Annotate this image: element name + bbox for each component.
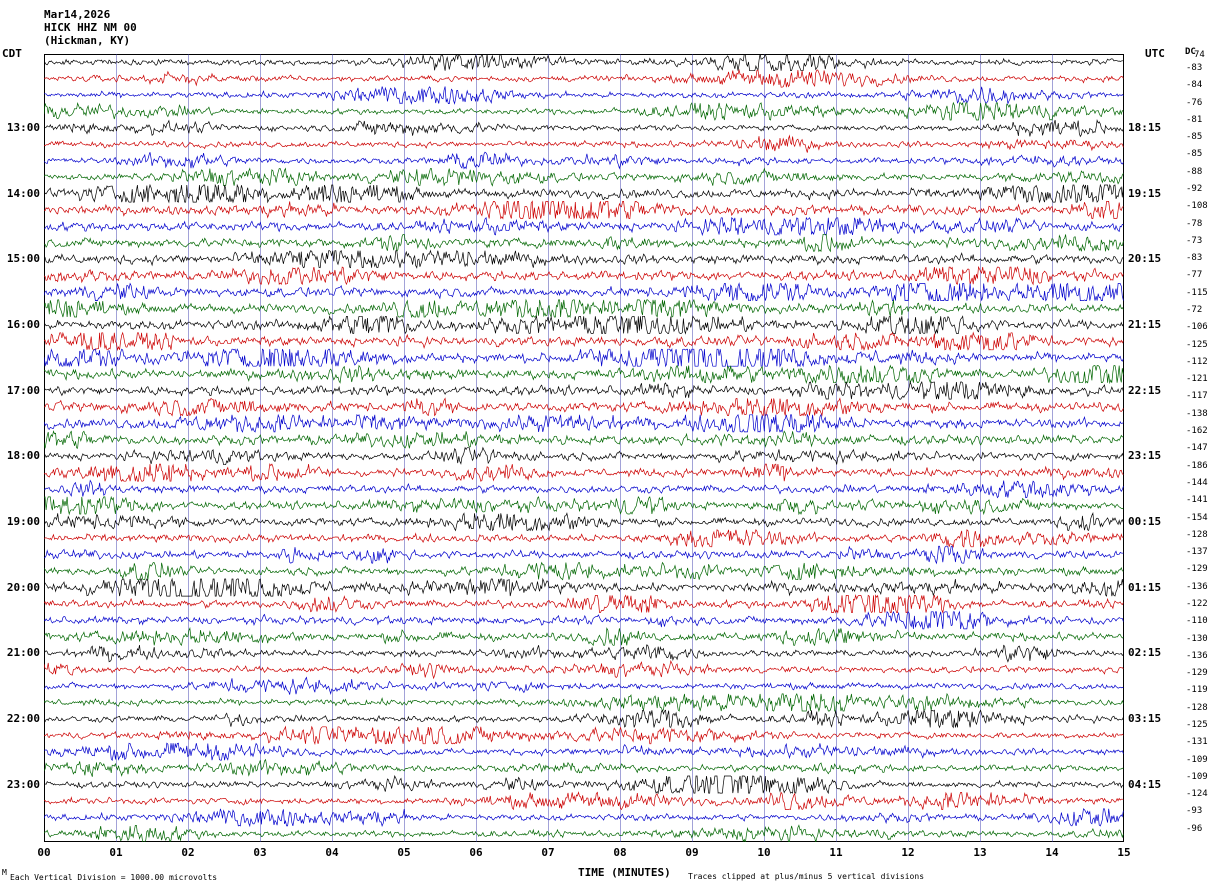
x-tick-label: 10: [757, 846, 771, 859]
x-axis-title: TIME (MINUTES): [578, 866, 671, 879]
dc-value: -81: [1186, 114, 1203, 125]
header-station: HICK HHZ NM 00: [44, 21, 137, 34]
dc-value: -122: [1186, 598, 1208, 609]
left-time-label: 17:00: [6, 383, 40, 397]
dc-value: -72: [1186, 305, 1203, 316]
left-time-label: 23:00: [6, 777, 40, 791]
dc-value: -83: [1186, 253, 1203, 264]
x-tick-label: 13: [973, 846, 987, 859]
footer-clip-note: Traces clipped at plus/minus 5 vertical divisions: [688, 872, 925, 881]
dc-value: -96: [1186, 823, 1203, 834]
dc-value: -154: [1186, 512, 1208, 523]
dc-value: -106: [1186, 322, 1208, 333]
dc-value: -129: [1186, 668, 1208, 679]
dc-value: -121: [1186, 374, 1208, 385]
dc-value: -128: [1186, 702, 1208, 713]
x-tick-label: 01: [109, 846, 123, 859]
dc-value: -109: [1186, 754, 1208, 765]
dc-value: -129: [1186, 564, 1208, 575]
x-tick-label: 14: [1045, 846, 1059, 859]
dc-value: -77: [1186, 270, 1203, 281]
dc-value: -117: [1186, 391, 1208, 402]
left-time-label: 14:00: [6, 186, 40, 200]
header-location: (Hickman, KY): [44, 34, 131, 47]
dc-value: -110: [1186, 616, 1208, 627]
dc-value: -88: [1186, 166, 1203, 177]
right-time-label: 03:15: [1128, 711, 1162, 725]
dc-value: -93: [1186, 806, 1203, 817]
dc-value: -115: [1186, 287, 1208, 298]
right-time-label: 22:15: [1128, 383, 1162, 397]
right-time-label: 18:15: [1128, 120, 1162, 134]
left-time-label: 16:00: [6, 317, 40, 331]
x-tick-label: 11: [829, 846, 843, 859]
dc-value: -108: [1186, 201, 1208, 212]
dc-value: -119: [1186, 685, 1208, 696]
right-time-label: 02:15: [1128, 646, 1162, 660]
dc-value: -131: [1186, 737, 1208, 748]
dc-value: -136: [1186, 581, 1208, 592]
x-tick-label: 03: [253, 846, 267, 859]
left-time-label: 21:00: [6, 646, 40, 660]
footer-scale-note: Each Vertical Division = 1000.00 microvolts: [10, 873, 218, 882]
right-time-label: 20:15: [1128, 252, 1162, 266]
dc-value: -85: [1186, 149, 1203, 160]
footer-tick-marker: M: [2, 868, 7, 877]
right-time-label: 19:15: [1128, 186, 1162, 200]
left-time-label: 22:00: [6, 711, 40, 725]
header-date: Mar14,2026: [44, 8, 111, 21]
dc-value: -84: [1186, 80, 1203, 91]
x-tick-label: 04: [325, 846, 339, 859]
dc-value: -125: [1186, 339, 1208, 350]
dc-value: -130: [1186, 633, 1208, 644]
x-tick-label: 02: [181, 846, 195, 859]
right-time-label: 21:15: [1128, 317, 1162, 331]
dc-value: -128: [1186, 529, 1208, 540]
seismogram-plot: [44, 54, 1124, 842]
right-time-label: 04:15: [1128, 777, 1162, 791]
dc-value: -162: [1186, 426, 1208, 437]
dc-value: -138: [1186, 408, 1208, 419]
x-tick-label: 00: [37, 846, 51, 859]
x-tick-label: 15: [1117, 846, 1131, 859]
left-time-label: 20:00: [6, 580, 40, 594]
dc-value: -109: [1186, 771, 1208, 782]
dc-value: -125: [1186, 719, 1208, 730]
x-tick-label: 08: [613, 846, 627, 859]
x-tick-label: 07: [541, 846, 555, 859]
dc-value: -141: [1186, 495, 1208, 506]
dc-header-value: 74: [1194, 50, 1205, 60]
right-time-label: 00:15: [1128, 514, 1162, 528]
dc-value: -112: [1186, 356, 1208, 367]
x-tick-label: 12: [901, 846, 915, 859]
left-time-label: 18:00: [6, 449, 40, 463]
axis-label-dc: DC: [1185, 47, 1196, 57]
dc-value: -85: [1186, 132, 1203, 143]
axis-label-cdt: CDT: [2, 47, 22, 60]
left-time-label: 15:00: [6, 252, 40, 266]
dc-value: -83: [1186, 63, 1203, 73]
dc-value: -92: [1186, 184, 1203, 195]
right-time-label: 23:15: [1128, 449, 1162, 463]
dc-value: -76: [1186, 97, 1203, 108]
x-tick-label: 05: [397, 846, 411, 859]
left-time-label: 19:00: [6, 514, 40, 528]
dc-value: -136: [1186, 650, 1208, 661]
left-time-label: 13:00: [6, 120, 40, 134]
x-tick-label: 09: [685, 846, 699, 859]
dc-value: -144: [1186, 477, 1208, 488]
dc-value: -78: [1186, 218, 1203, 229]
axis-label-utc: UTC: [1145, 47, 1165, 60]
dc-value: -186: [1186, 460, 1208, 471]
right-time-label: 01:15: [1128, 580, 1162, 594]
dc-value: -73: [1186, 235, 1203, 246]
dc-value: -124: [1186, 789, 1208, 800]
dc-value: -147: [1186, 443, 1208, 454]
dc-value: -137: [1186, 547, 1208, 558]
x-tick-label: 06: [469, 846, 483, 859]
